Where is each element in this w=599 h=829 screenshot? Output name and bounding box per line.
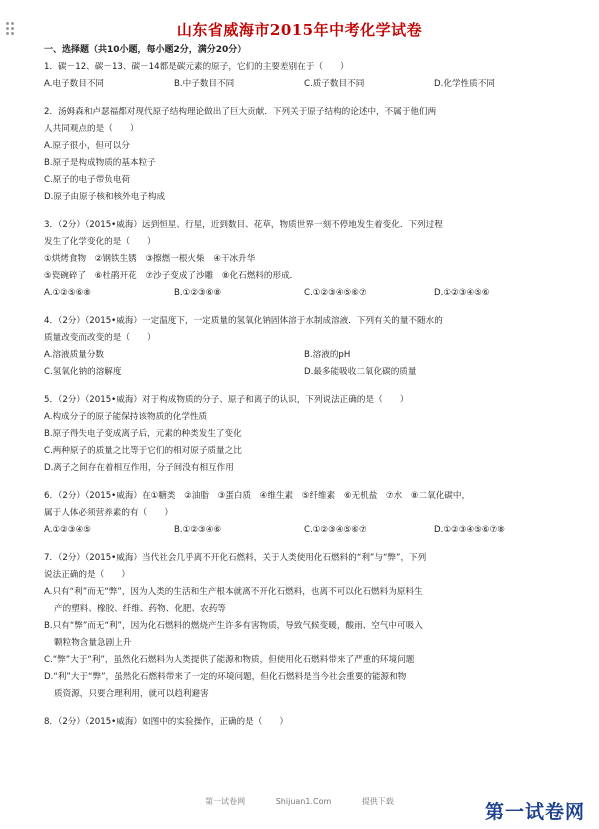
section-heading: 一、选择题（共10小题，每小题2分，满分20分） [44,45,247,55]
question-4 [44,313,569,381]
question-stem: 5．（2分）（2015•威海）对于构成物质的分子、原子和离子的认识，下列说法正确的是（ ） [44,395,409,405]
footer-right: 提供下载 [361,797,394,806]
question-options [44,522,569,539]
option-d: D.化学性质不同 [434,79,495,89]
option-b: B.原子是构成物质的基本粒子 [44,158,156,168]
option-c: C.①②③④⑤⑥⑦ [304,288,367,298]
question-8 [44,714,569,731]
option-b: B.①②③⑥⑧ [174,288,222,298]
option-d: D.原子由原子核和核外电子构成 [44,192,166,202]
question-options [44,76,569,93]
option-c: C.氢氧化钠的溶解度 [44,367,122,377]
option-d: D.离子之间存在着相互作用，分子间没有相互作用 [44,463,234,473]
page-title: 山东省威海市2015年中考化学试卷 [176,21,423,39]
footer-url: Shijuan1.Com [275,797,332,806]
question-2 [44,104,569,206]
brand-logo: 第一试卷网 [484,801,585,823]
question-options [44,285,569,302]
question-7 [44,550,569,703]
option-c: C.质子数目不同 [304,79,365,89]
question-stem-line: 属于人体必须营养素的有（ ） [44,508,173,518]
question-3 [44,217,569,302]
option-a: A.构成分子的原子能保持该物质的化学性质 [44,412,208,422]
question-6 [44,488,569,539]
option-a: A.只有“利”而无“弊”，因为人类的生活和生产根本就离不开化石燃料，也离不可以化石燃料为原料生 [44,587,423,597]
option-b-continued: 颗粒物含量急剧上升 [54,638,132,648]
question-item-line: ①烘烤食物 ②钢铁生锈 ③擦燃一根火柴 ④干冰升华 [44,254,256,264]
question-stem-line: 4．（2分）（2015•威海）一定温度下，一定质量的氢氧化钠固体溶于水制成溶液．下列有关的量不随水的 [44,316,443,326]
question-1 [44,59,569,93]
option-a: A.溶液质量分数 [44,350,105,360]
option-a: A.原子很小，但可以分 [44,141,130,151]
option-a-continued: 产的塑料、橡胶、纤维、药物、化肥、农药等 [54,604,226,614]
question-stem-line: 6．（2分）（2015•威海）在①糖类 ②油脂 ③蛋白质 ④维生素 ⑤纤维素 ⑥无机盐 ⑦水 ⑧二氧化碳中， [44,491,471,501]
question-stem-line: 发生了化学变化的是（ ） [44,237,156,247]
option-b: B.原子得失电子变成离子后，元素的种类发生了变化 [44,429,242,439]
option-c: C.两种原子的质量之比等于它们的相对原子质量之比 [44,446,242,456]
question-options [44,347,569,381]
option-a: A.电子数目不同 [44,79,105,89]
option-d: D.①②③④⑤⑥⑦⑧ [434,525,505,535]
option-a: A.①②③④⑤ [44,525,91,535]
question-stem-line: 说法正确的是（ ） [44,570,130,580]
option-b: B.溶液的pH [304,350,351,360]
question-stem: 1．碳－12、碳－13、碳－14都是碳元素的原子，它们的主要差别在于（ ） [44,62,349,72]
option-d-continued: 质资源，只要合理利用，就可以趋利避害 [54,689,209,699]
option-b: B.只有“弊”而无“利”，因为化石燃料的燃烧产生许多有害物质，导致气候变暖，酸雨、空气中可吸入 [44,621,423,631]
option-d: D.“利”大于“弊”，虽然化石燃料带来了一定的环境问题，但化石燃料是当今社会重要的能源和物 [44,672,407,682]
question-stem-line: 人共同观点的是（ ） [44,124,139,134]
option-c: C.原子的电子带负电荷 [44,175,131,185]
option-a: A.①②⑤⑥⑧ [44,288,91,298]
question-stem-line: 7．（2分）（2015•威海）当代社会几乎离不开化石燃料，关于人类使用化石燃料的“利”与“弊”，下列 [44,553,427,563]
question-5 [44,392,569,477]
question-stem-line: 2．汤姆森和卢瑟福都对现代原子结构理论做出了巨大贡献．下列关于原子结构的论述中，不属于他们两 [44,107,437,117]
option-d: D.最多能吸收二氧化碳的质量 [304,367,417,377]
option-c: C.①②③④⑤⑥⑦ [304,525,367,535]
question-stem-line: 3．（2分）（2015•威海）远到恒星、行星，近到数目、花草，物质世界一刻不停地发生着变化．下列过程 [44,220,443,230]
option-b: B.①②③④⑥ [174,525,222,535]
option-b: B.中子数目不同 [174,79,235,89]
document-body [44,42,569,731]
option-c: C.“弊”大于“利”，虽然化石燃料为人类提供了能源和物质，但使用化石燃料带来了严重的环境问题 [44,655,415,665]
option-d: D.①②③④⑤⑥ [434,288,490,298]
question-stem: 8．（2分）（2015•威海）如图中的实验操作，正确的是（ ） [44,717,289,727]
question-item-line: ⑤瓷碗碎了 ⑥杜鹃开花 ⑦沙子变成了沙雕 ⑧化石燃料的形成． [44,271,299,281]
footer-left: 第一试卷网 [205,797,246,806]
question-stem-line: 质量改变而改变的是（ ） [44,333,156,343]
